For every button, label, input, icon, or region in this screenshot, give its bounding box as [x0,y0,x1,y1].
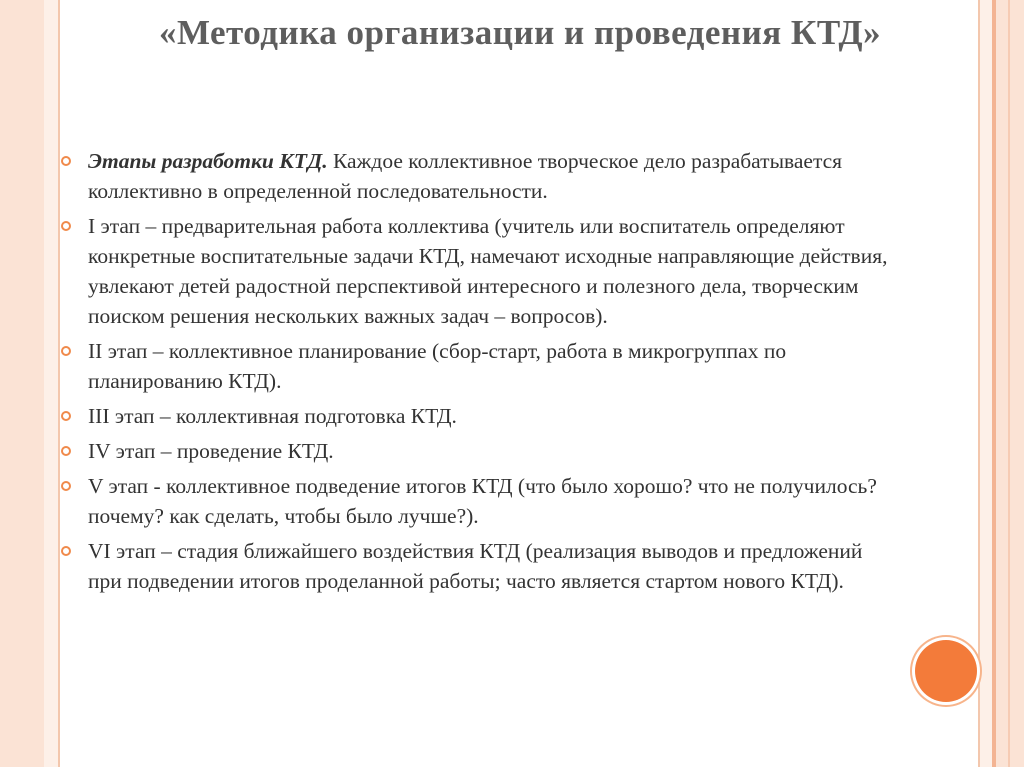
ring-bullet-icon [61,221,71,231]
left-frame-band [0,0,44,767]
ring-bullet-icon [61,446,71,456]
ring-bullet-icon [61,546,71,556]
list-item-stage-3 [88,401,888,431]
stage-list [88,146,888,601]
left-frame-edge-line [58,0,60,767]
list-item-stage-5 [88,471,888,531]
intro-lead: Этапы разработки КТД. [88,149,328,173]
right-frame-inner-band [980,0,992,767]
left-frame-inner-band [44,0,58,767]
list-item-stage-2 [88,336,888,396]
stage-3-text: III этап – коллективная подготовка КТД. [88,404,457,428]
ring-bullet-icon [61,481,71,491]
right-frame-line [1008,0,1010,767]
right-frame-band [996,0,1024,767]
stage-2-text: II этап – коллективное планирование (сбор-старт, работа в микрогруппах по планированию КТД). [88,339,787,393]
list-item-stage-6 [88,536,888,596]
intro-text: Каждое коллективное творческое дело разрабатывается коллективно в определенной последовательности. [88,149,843,203]
ring-bullet-icon [61,156,71,166]
list-item-stage-4 [88,436,888,466]
ring-bullet-icon [61,411,71,421]
list-item-intro [88,146,888,206]
stage-4-text: IV этап – проведение КТД. [88,439,334,463]
list-item-stage-1 [88,211,888,331]
ring-bullet-icon [61,346,71,356]
stage-1-text: I этап – предварительная работа коллектива (учитель или воспитатель определяют конкретные воспитательные задачи КТД, намечают исходные направляющие действия, увлекают детей радостной перспективой интересного и полезного дела, творческим поиском решения нескольких важных задач – вопросов). [88,214,888,328]
stage-5-text: V этап - коллективное подведение итогов КТД (что было хорошо? что не получилось? почему? как сделать, чтобы было лучше?). [88,474,877,528]
stage-6-text: VI этап – стадия ближайшего воздействия КТД (реализация выводов и предложений при подведении итогов проделанной работы; часто является стартом нового КТД). [88,539,863,593]
slide-title: «Методика организации и проведения КТД» [158,13,882,52]
decorative-circle-icon [915,640,977,702]
